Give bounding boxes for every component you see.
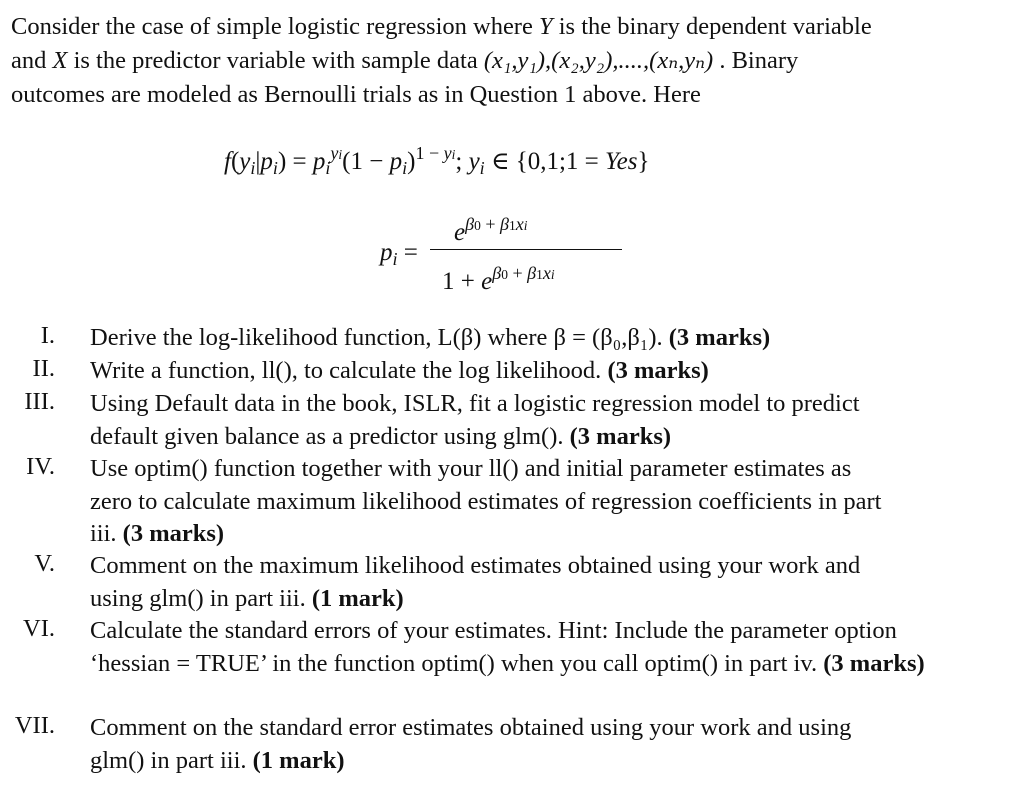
sample-pairs: (x₁,y₁),(x₂,y₂),....,(xₙ,yₙ) <box>483 47 714 74</box>
question-numeral: II. <box>32 355 55 382</box>
question-numeral: I. <box>40 322 55 349</box>
question-numeral: IV. <box>26 453 55 480</box>
marks-label: (3 marks) <box>823 649 925 677</box>
question-text: Write a function, ll(), to calculate the log likelihood. (3 marks) <box>90 357 709 384</box>
marks-label: (3 marks) <box>569 422 672 450</box>
question-numeral: III. <box>24 388 55 415</box>
marks-label: (1 mark) <box>252 746 345 774</box>
question-page: Consider the case of simple logistic regression where Y is the binary dependent variable and X is the predictor variable with sample data (x₁,y₁),(x₂,y₂),....,(xₙ,yₙ) . Binary outcomes are modeled as Bernoulli trials as in Question 1 above. Here $f(y_i|p_i) = p_i^{yi}(1 - p_i)^{1 - yi}$; $y_i$ ∈ {0,1;1 = Yes} $p_i$ = $e^{\beta 0 + \beta 1xi}$ $1 + e^{\beta 0 + \beta 1xi}$ I. Derive the log-likelihood function, L(β) where β = (β₀,β₁). (3 marks) II. Write a function, ll(), to calculate the log likelihood. (3 marks) III. Using Default data in the book, ISLR, fit a logistic regression model to predict default given balance as a predictor using glm(). (3 marks) IV. Use optim() function together with your ll() and initial parameter estimates as zero to calculate maximum likelihood estimates of regression coefficients in part iii. (3 marks) V. Comment on the maximum likelihood estimates obtained using your work and using glm() in part iii. (1 mark) VI. Calculate the standard errors of your estimates. Hint: Include the parameter option ‘hessian = TRUE’ in the function optim() when you call optim() in part iv. (3 marks) VII. Comment on the standard error estimates obtained using your work and using glm() in part iii. (1 mark) <box>0 0 1024 809</box>
question-text: Comment on the maximum likelihood estimates obtained using your work and using glm() in part iii. (1 mark) <box>90 552 861 612</box>
question-text: Calculate the standard errors of your estimates. Hint: Include the parameter option ‘hessian = TRUE’ in the function optim() when you call optim() in part iv. (3 marks) <box>90 617 925 677</box>
question-text: Use optim() function together with your ll() and initial parameter estimates as zero to calculate maximum likelihood estimates of regression coefficients in part iii. (3 marks) <box>90 455 882 548</box>
marks-label: (1 mark) <box>311 584 404 612</box>
intro-line-3: outcomes are modeled as Bernoulli trials as in Question 1 above. Here <box>11 81 701 108</box>
intro-paragraph <box>11 10 1001 112</box>
marks-label: (3 marks) <box>607 357 709 384</box>
question-numeral: VI. <box>23 615 55 642</box>
question-numeral: VII. <box>14 712 55 739</box>
question-text: Using Default data in the book, ISLR, fit a logistic regression model to predict default given balance as a predictor using glm(). (3 marks) <box>90 390 860 450</box>
math-X: X <box>52 47 68 74</box>
question-numeral: V. <box>34 550 55 577</box>
question-text: Comment on the standard error estimates obtained using your work and using glm() in part iii. (1 mark) <box>90 714 852 774</box>
marks-label: (3 marks) <box>668 324 771 351</box>
intro-line-1: Consider the case of simple logistic regression where Y is the binary dependent variable <box>11 13 872 40</box>
marks-label: (3 marks) <box>122 520 225 548</box>
intro-line-2: and X is the predictor variable with sample data (x₁,y₁),(x₂,y₂),....,(xₙ,yₙ) . Binary <box>11 47 799 74</box>
math-Y: Y <box>538 13 553 40</box>
question-text: Derive the log-likelihood function, L(β) where β = (β₀,β₁). (3 marks) <box>90 324 771 351</box>
likelihood-equation: $f(y_i|p_i) = p_i^{yi}(1 - p_i)^{1 - yi}$; $y_i$ ∈ {0,1;1 = Yes} <box>224 143 650 178</box>
